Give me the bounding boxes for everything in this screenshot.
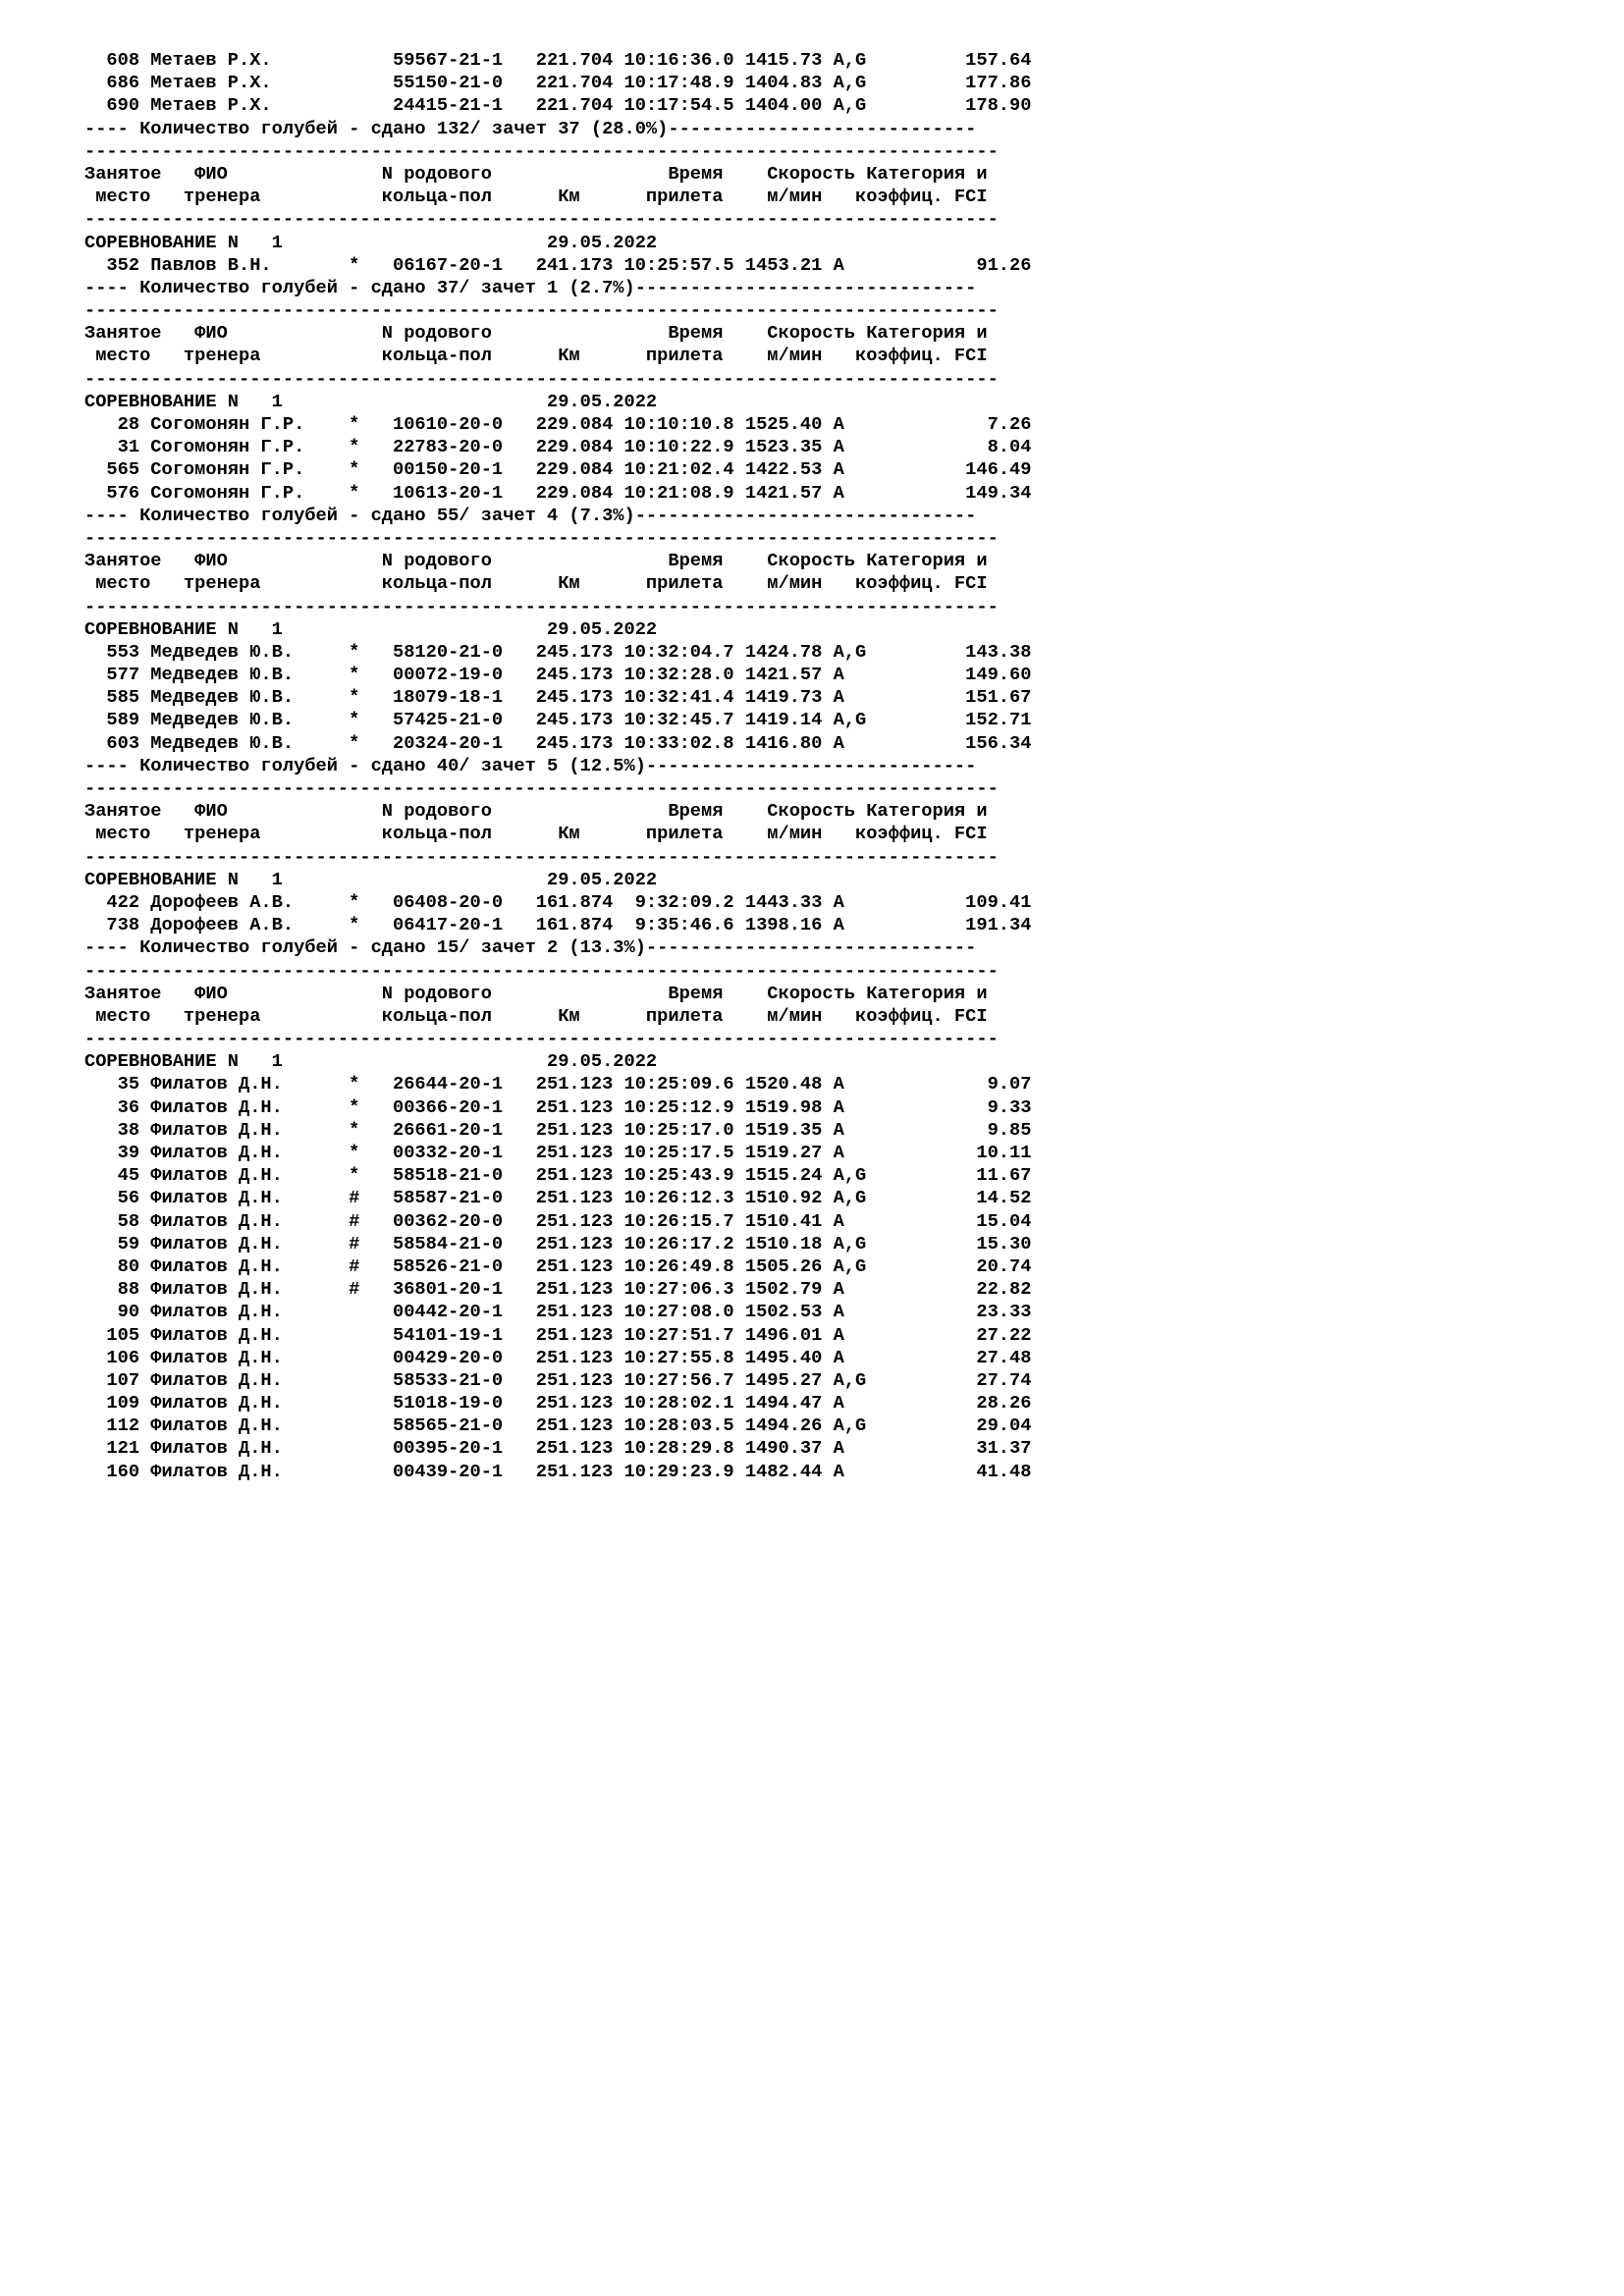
competition-section — [84, 960, 1031, 1483]
result-row: 738 Дорофеев А.В. * 06417-20-1 161.874 9:35:46.6 1398.16 A 191.34 — [84, 914, 1032, 936]
result-row: 36 Филатов Д.Н. * 00366-20-1 251.123 10:25:12.9 1519.98 A 9.33 — [84, 1095, 1032, 1118]
summary-line: ---- Количество голубей - сдано 132/ зачет 37 (28.0%)---------------------------- — [84, 117, 977, 139]
column-header-line2: место тренера кольца-пол Км прилета м/мин коэффиц. FCI — [84, 823, 988, 845]
result-row: 352 Павлов В.Н. * 06167-20-1 241.173 10:25:57.5 1453.21 A 91.26 — [84, 253, 1032, 276]
result-row: 105 Филатов Д.Н. 54101-19-1 251.123 10:27:51.7 1496.01 A 27.22 — [84, 1323, 1032, 1346]
sections-container — [84, 140, 1031, 1483]
result-row: 56 Филатов Д.Н. # 58587-21-0 251.123 10:26:12.3 1510.92 A,G 14.52 — [84, 1187, 1032, 1209]
result-row: 39 Филатов Д.Н. * 00332-20-1 251.123 10:25:17.5 1519.27 A 10.11 — [84, 1142, 1032, 1163]
competition-section — [84, 527, 1031, 777]
result-row: 45 Филатов Д.Н. * 58518-21-0 251.123 10:25:43.9 1515.24 A,G 11.67 — [84, 1164, 1032, 1187]
competition-section — [84, 299, 1031, 527]
column-header-line1: Занятое ФИО N родового Время Скорость Категория и — [84, 982, 988, 1004]
competition-title: СОРЕВНОВАНИЕ N 1 29.05.2022 — [84, 1050, 658, 1073]
results-document — [84, 49, 1031, 1483]
result-row: 38 Филатов Д.Н. * 26661-20-1 251.123 10:25:17.0 1519.35 A 9.85 — [84, 1118, 1032, 1141]
divider-line: ----------------------------------------------------------------------------------- — [84, 299, 999, 322]
summary-line: ---- Количество голубей - сдано 40/ зачет 5 (12.5%)------------------------------ — [84, 754, 977, 776]
divider-line: ----------------------------------------------------------------------------------- — [84, 1028, 999, 1050]
divider-line: ----------------------------------------------------------------------------------- — [84, 139, 999, 162]
result-row: 112 Филатов Д.Н. 58565-21-0 251.123 10:28:03.5 1494.26 A,G 29.04 — [84, 1415, 1032, 1437]
result-row: 106 Филатов Д.Н. 00429-20-0 251.123 10:27:55.8 1495.40 A 27.48 — [84, 1346, 1032, 1368]
divider-line: ----------------------------------------------------------------------------------- — [84, 367, 999, 390]
result-row: 109 Филатов Д.Н. 51018-19-0 251.123 10:28:02.1 1494.47 A 28.26 — [84, 1392, 1032, 1415]
result-row: 35 Филатов Д.Н. * 26644-20-1 251.123 10:25:09.6 1520.48 A 9.07 — [84, 1073, 1032, 1095]
divider-line: ----------------------------------------------------------------------------------- — [84, 526, 999, 549]
result-row: 690 Метаев Р.Х. 24415-21-1 221.704 10:17:54.5 1404.00 A,G 178.90 — [84, 94, 1032, 117]
result-row: 603 Медведев Ю.В. * 20324-20-1 245.173 10:33:02.8 1416.80 A 156.34 — [84, 731, 1032, 754]
competition-section — [84, 140, 1031, 299]
result-row: 90 Филатов Д.Н. 00442-20-1 251.123 10:27:08.0 1502.53 A 23.33 — [84, 1301, 1032, 1323]
result-row: 589 Медведев Ю.В. * 57425-21-0 245.173 10:32:45.7 1419.14 A,G 152.71 — [84, 709, 1032, 731]
result-row: 686 Метаев Р.Х. 55150-21-0 221.704 10:17:48.9 1404.83 A,G 177.86 — [84, 72, 1032, 94]
result-row: 576 Согомонян Г.Р. * 10613-20-1 229.084 10:21:08.9 1421.57 A 149.34 — [84, 481, 1032, 504]
result-row: 58 Филатов Д.Н. # 00362-20-0 251.123 10:26:15.7 1510.41 A 15.04 — [84, 1209, 1032, 1232]
result-row: 80 Филатов Д.Н. # 58526-21-0 251.123 10:26:49.8 1505.26 A,G 20.74 — [84, 1255, 1032, 1277]
summary-line: ---- Количество голубей - сдано 37/ зачет 1 (2.7%)------------------------------- — [84, 276, 977, 298]
column-header-line2: место тренера кольца-пол Км прилета м/мин коэффиц. FCI — [84, 345, 988, 367]
result-row: 565 Согомонян Г.Р. * 00150-20-1 229.084 10:21:02.4 1422.53 A 146.49 — [84, 458, 1032, 481]
divider-line: ----------------------------------------------------------------------------------- — [84, 595, 999, 617]
competition-title: СОРЕВНОВАНИЕ N 1 29.05.2022 — [84, 868, 658, 890]
column-header-line2: место тренера кольца-пол Км прилета м/мин коэффиц. FCI — [84, 186, 988, 208]
result-row: 553 Медведев Ю.В. * 58120-21-0 245.173 10:32:04.7 1424.78 A,G 143.38 — [84, 640, 1032, 663]
competition-title: СОРЕВНОВАНИЕ N 1 29.05.2022 — [84, 390, 658, 412]
divider-line: ----------------------------------------------------------------------------------- — [84, 845, 999, 868]
result-row: 88 Филатов Д.Н. # 36801-20-1 251.123 10:27:06.3 1502.79 A 22.82 — [84, 1278, 1032, 1301]
result-row: 121 Филатов Д.Н. 00395-20-1 251.123 10:28:29.8 1490.37 A 31.37 — [84, 1437, 1032, 1460]
result-row: 422 Дорофеев А.В. * 06408-20-0 161.874 9:32:09.2 1443.33 A 109.41 — [84, 890, 1032, 913]
column-header-line1: Занятое ФИО N родового Время Скорость Категория и — [84, 162, 988, 185]
divider-line: ----------------------------------------------------------------------------------- — [84, 959, 999, 982]
result-row: 31 Согомонян Г.Р. * 22783-20-0 229.084 10:10:22.9 1523.35 A 8.04 — [84, 436, 1032, 458]
result-row: 107 Филатов Д.Н. 58533-21-0 251.123 10:27:56.7 1495.27 A,G 27.74 — [84, 1368, 1032, 1391]
column-header-line1: Занятое ФИО N родового Время Скорость Категория и — [84, 322, 988, 345]
competition-title: СОРЕВНОВАНИЕ N 1 29.05.2022 — [84, 617, 658, 640]
column-header-line2: место тренера кольца-пол Км прилета м/мин коэффиц. FCI — [84, 572, 988, 595]
summary-line: ---- Количество голубей - сдано 15/ зачет 2 (13.3%)------------------------------ — [84, 936, 977, 959]
competition-title: СОРЕВНОВАНИЕ N 1 29.05.2022 — [84, 231, 658, 253]
top-block — [84, 49, 1031, 140]
column-header-line2: место тренера кольца-пол Км прилета м/мин коэффиц. FCI — [84, 1004, 988, 1027]
result-row: 28 Согомонян Г.Р. * 10610-20-0 229.084 10:10:10.8 1525.40 A 7.26 — [84, 413, 1032, 435]
summary-line: ---- Количество голубей - сдано 55/ зачет 4 (7.3%)------------------------------- — [84, 504, 977, 526]
result-row: 608 Метаев Р.Х. 59567-21-1 221.704 10:16:36.0 1415.73 A,G 157.64 — [84, 49, 1032, 71]
column-header-line1: Занятое ФИО N родового Время Скорость Категория и — [84, 550, 988, 572]
result-row: 585 Медведев Ю.В. * 18079-18-1 245.173 10:32:41.4 1419.73 A 151.67 — [84, 686, 1032, 709]
divider-line: ----------------------------------------------------------------------------------- — [84, 777, 999, 799]
competition-section — [84, 777, 1031, 960]
column-header-line1: Занятое ФИО N родового Время Скорость Категория и — [84, 800, 988, 823]
result-row: 59 Филатов Д.Н. # 58584-21-0 251.123 10:26:17.2 1510.18 A,G 15.30 — [84, 1232, 1032, 1255]
result-row: 160 Филатов Д.Н. 00439-20-1 251.123 10:29:23.9 1482.44 A 41.48 — [84, 1460, 1032, 1482]
result-row: 577 Медведев Ю.В. * 00072-19-0 245.173 10:32:28.0 1421.57 A 149.60 — [84, 664, 1032, 686]
divider-line: ----------------------------------------------------------------------------------- — [84, 208, 999, 231]
